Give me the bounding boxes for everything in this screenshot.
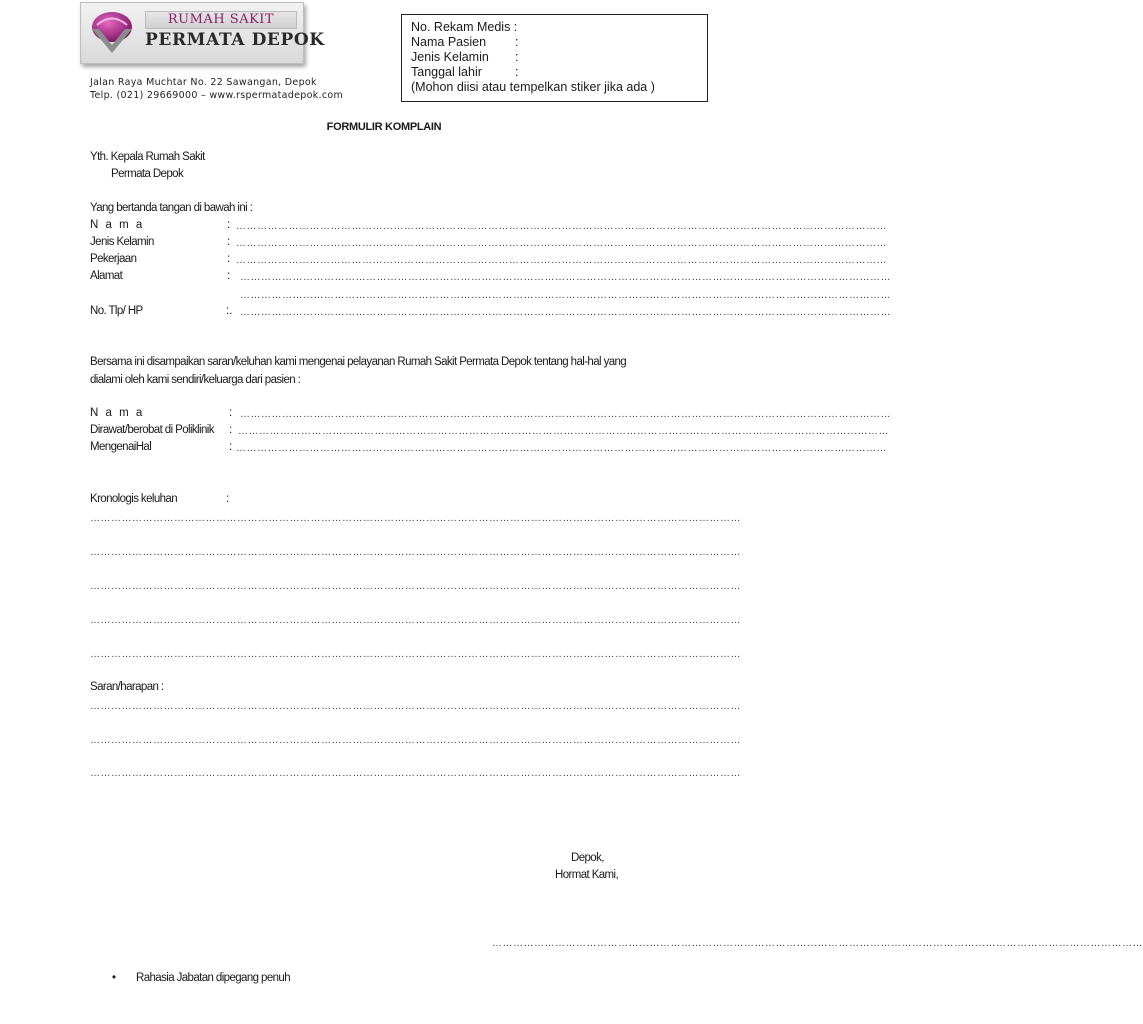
field-colon: : [227, 270, 231, 282]
fill-line-alamat-2[interactable]: …………………………………………………………………………………………………………………………………………………………………… [240, 290, 891, 301]
field-colon: : [229, 407, 233, 419]
bullet-icon: • [112, 972, 117, 984]
addressee-line2: Permata Depok [111, 168, 184, 180]
closing-city: Depok, [571, 852, 604, 864]
field-label-pekerjaan: Pekerjaan [90, 253, 137, 265]
fill-line-poliklinik[interactable]: …………………………………………………………………………………………………………………………………………………………………… [238, 426, 889, 437]
address-line1: Jalan Raya Muchtar No. 22 Sawangan, Depok [90, 77, 317, 88]
paragraph-line1: Bersama ini disampaikan saran/keluhan kami mengenai pelayanan Rumah Sakit Permata Depok tentang hal-hal yang [90, 356, 627, 368]
kronologis-line-3[interactable]: …………………………………………………………………………………………………………………………………………………………………… [90, 581, 741, 592]
kronologis-line-2[interactable]: …………………………………………………………………………………………………………………………………………………………………… [90, 547, 741, 558]
hospital-logo [80, 2, 325, 64]
record-colon: : [515, 65, 519, 79]
address-line2: Telp. (021) 29669000 – www.rspermatadepok.com [90, 90, 344, 101]
kronologis-label: Kronologis keluhan [90, 493, 178, 505]
record-row-number: No. Rekam Medis : [411, 20, 518, 34]
field-colon: : [229, 441, 233, 453]
record-row-name: Nama Pasien [411, 35, 487, 49]
saran-line-2[interactable]: …………………………………………………………………………………………………………………………………………………………………… [90, 735, 741, 746]
fill-line-pekerjaan[interactable]: …………………………………………………………………………………………………………………………………………………………………… [236, 255, 887, 266]
field-colon: : [227, 253, 231, 265]
field-label-telepon: No. Tlp/ HP [90, 305, 143, 317]
field-colon: : [229, 424, 233, 436]
field-label-nama-pasien: N a m a [90, 407, 145, 419]
field-label-nama: N a m a [90, 219, 145, 231]
fill-line-nama[interactable]: …………………………………………………………………………………………………………………………………………………………………… [236, 221, 887, 232]
kronologis-line-5[interactable]: …………………………………………………………………………………………………………………………………………………………………… [90, 649, 741, 660]
kronologis-line-1[interactable]: …………………………………………………………………………………………………………………………………………………………………… [90, 513, 741, 524]
record-colon: : [515, 35, 519, 49]
fill-line-alamat[interactable]: …………………………………………………………………………………………………………………………………………………………………… [240, 272, 891, 283]
record-row-birthdate: Tanggal lahir [411, 65, 482, 79]
fill-line-jenis-kelamin[interactable]: …………………………………………………………………………………………………………………………………………………………………… [236, 238, 887, 249]
fill-line-nama-pasien[interactable]: …………………………………………………………………………………………………………………………………………………………………… [240, 409, 891, 420]
field-colon: : [227, 236, 231, 248]
saran-label: Saran/harapan : [90, 681, 164, 693]
signature-line[interactable]: …………………………………………………………………………………………………………………………………………………………………… [492, 938, 1143, 949]
fill-line-telepon[interactable]: …………………………………………………………………………………………………………………………………………………………………… [240, 307, 891, 318]
paragraph-line2: dialami oleh kami sendiri/keluarga dari pasien : [90, 374, 301, 386]
form-title: FORMULIR KOMPLAIN [326, 121, 442, 133]
diamond-logo-icon [87, 7, 137, 57]
record-colon: : [515, 50, 519, 64]
logo-line1: RUMAH SAKIT [167, 12, 275, 27]
intro-text: Yang bertanda tangan di bawah ini : [90, 202, 253, 214]
fill-line-mengenai-hal[interactable]: …………………………………………………………………………………………………………………………………………………………………… [236, 443, 887, 454]
field-colon: : [227, 219, 231, 231]
logo-line2: PERMATA DEPOK [145, 30, 325, 50]
field-label-poliklinik: Dirawat/berobat di Poliklinik [90, 424, 214, 436]
field-label-alamat: Alamat [90, 270, 123, 282]
medical-record-box [401, 14, 708, 102]
field-label-mengenai-hal: MengenaiHal [90, 441, 152, 453]
field-label-jenis-kelamin: Jenis Kelamin [90, 236, 154, 248]
record-note: (Mohon diisi atau tempelkan stiker jika ada ) [411, 80, 655, 94]
kronologis-colon: : [226, 493, 230, 505]
confidentiality-note: Rahasia Jabatan dipegang penuh [136, 972, 291, 984]
closing-regards: Hormat Kami, [555, 869, 619, 881]
field-colon: :. [226, 305, 233, 317]
kronologis-line-4[interactable]: …………………………………………………………………………………………………………………………………………………………………… [90, 615, 741, 626]
saran-line-1[interactable]: …………………………………………………………………………………………………………………………………………………………………… [90, 701, 741, 712]
record-row-gender: Jenis Kelamin [411, 50, 489, 64]
logo-title-box [145, 11, 297, 29]
addressee-line1: Yth. Kepala Rumah Sakit [90, 151, 205, 163]
saran-line-3[interactable]: …………………………………………………………………………………………………………………………………………………………………… [90, 768, 741, 779]
